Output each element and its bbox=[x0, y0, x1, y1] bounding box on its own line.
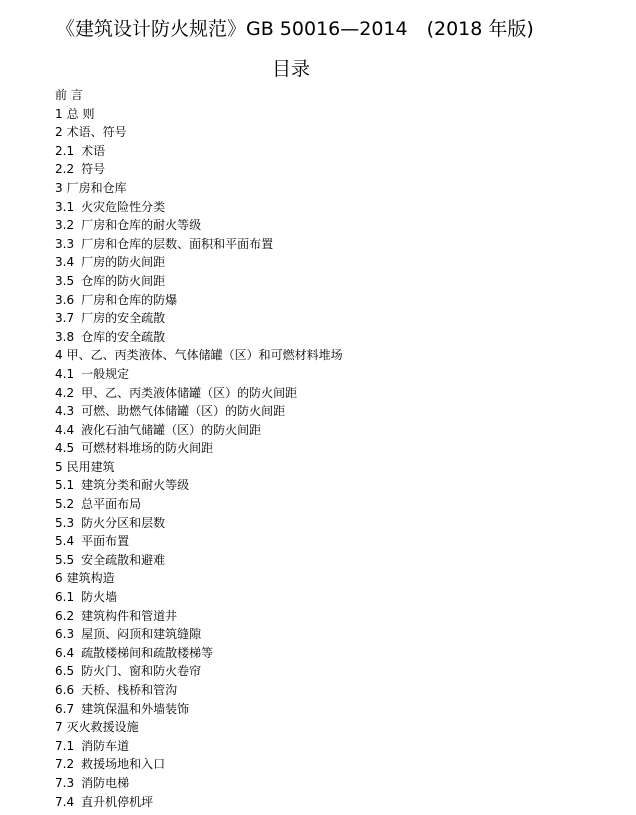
toc-entry[interactable] bbox=[55, 495, 343, 514]
toc-entry-label: 术语 bbox=[81, 143, 106, 158]
toc-entry[interactable] bbox=[55, 235, 343, 254]
toc-entry-label: 建筑构件和管道井 bbox=[81, 608, 178, 623]
toc-entry[interactable] bbox=[55, 253, 343, 272]
toc-entry-number: 7.3 bbox=[55, 775, 75, 790]
table-of-contents bbox=[55, 86, 343, 811]
toc-entry[interactable] bbox=[55, 644, 343, 663]
toc-entry[interactable] bbox=[55, 737, 343, 756]
toc-entry-number: 6.6 bbox=[55, 683, 75, 697]
toc-entry-label: 厂房的防火间距 bbox=[81, 255, 166, 270]
toc-entry-number: 3.6 bbox=[55, 292, 75, 307]
toc-entry-label: 消防电梯 bbox=[81, 775, 130, 790]
toc-entry-number: 6.2 bbox=[55, 608, 75, 623]
toc-entry-label: 防火门、窗和防火卷帘 bbox=[81, 664, 202, 679]
toc-entry-number: 5.2 bbox=[55, 497, 75, 512]
toc-entry[interactable] bbox=[55, 365, 343, 384]
toc-entry-number: 6 bbox=[55, 571, 63, 586]
toc-entry-label: 甲、乙、丙类液体储罐（区）的防火间距 bbox=[81, 385, 298, 400]
toc-entry-label: 救援场地和入口 bbox=[81, 757, 166, 772]
toc-entry-label: 天桥、栈桥和管沟 bbox=[81, 683, 178, 697]
toc-entry-label: 仓库的防火间距 bbox=[81, 273, 166, 288]
toc-entry-label: 甲、乙、丙类液体、气体储罐（区）和可燃材料堆场 bbox=[66, 348, 343, 363]
toc-entry-label: 术语、符号 bbox=[66, 125, 127, 140]
toc-entry-number: 2.2 bbox=[55, 162, 75, 177]
toc-entry-label: 平面布置 bbox=[81, 534, 130, 549]
toc-entry-number: 3.2 bbox=[55, 218, 75, 233]
toc-entry[interactable] bbox=[55, 421, 343, 440]
toc-entry-number: 4.1 bbox=[55, 366, 75, 381]
toc-entry-label: 灭火救援设施 bbox=[66, 720, 139, 735]
toc-entry-label: 厂房和仓库的防爆 bbox=[81, 292, 178, 307]
toc-entry-number: 6.1 bbox=[55, 590, 75, 605]
toc-heading: 目录 bbox=[271, 58, 310, 80]
toc-entry-number: 3.8 bbox=[55, 329, 75, 344]
toc-entry-label: 总 则 bbox=[66, 106, 95, 121]
toc-entry-label: 建筑构造 bbox=[66, 571, 115, 586]
toc-entry-label: 建筑分类和耐火等级 bbox=[81, 478, 190, 493]
toc-entry-number: 3.3 bbox=[55, 236, 75, 251]
toc-entry[interactable] bbox=[55, 458, 343, 477]
toc-entry-label: 消防车道 bbox=[81, 738, 130, 753]
toc-entry-number: 4.3 bbox=[55, 404, 75, 419]
toc-entry-number: 5.1 bbox=[55, 478, 75, 493]
toc-entry[interactable] bbox=[55, 755, 343, 774]
toc-entry-number: 2.1 bbox=[55, 143, 75, 158]
toc-entry[interactable] bbox=[55, 662, 343, 681]
toc-entry-label: 民用建筑 bbox=[66, 459, 115, 474]
toc-entry-number: 7 bbox=[55, 720, 63, 735]
toc-entry-label: 液化石油气储罐（区）的防火间距 bbox=[81, 422, 262, 437]
toc-entry[interactable] bbox=[55, 607, 343, 626]
toc-entry-number: 7.4 bbox=[55, 794, 75, 809]
toc-entry-number: 7.1 bbox=[55, 738, 75, 753]
toc-entry-label: 一般规定 bbox=[81, 366, 130, 381]
toc-entry-number: 5.3 bbox=[55, 515, 75, 530]
toc-entry-number: 4.2 bbox=[55, 385, 75, 400]
toc-entry-label: 厂房和仓库的耐火等级 bbox=[81, 218, 202, 233]
toc-entry[interactable] bbox=[55, 514, 343, 533]
toc-entry[interactable] bbox=[55, 328, 343, 347]
toc-entry[interactable] bbox=[55, 681, 343, 700]
toc-entry[interactable] bbox=[55, 439, 343, 458]
toc-entry[interactable] bbox=[55, 774, 343, 793]
toc-entry-number: 5 bbox=[55, 459, 63, 474]
toc-entry-number: 3.1 bbox=[55, 199, 75, 214]
toc-entry-number: 6.5 bbox=[55, 664, 75, 679]
toc-entry-label: 疏散楼梯间和疏散楼梯等 bbox=[81, 645, 214, 660]
toc-entry[interactable] bbox=[55, 588, 343, 607]
toc-entry[interactable] bbox=[55, 291, 343, 310]
toc-entry[interactable] bbox=[55, 160, 343, 179]
toc-entry[interactable] bbox=[55, 142, 343, 161]
toc-entry[interactable] bbox=[55, 476, 343, 495]
toc-entry-number: 4 bbox=[55, 348, 63, 363]
toc-entry[interactable] bbox=[55, 384, 343, 403]
toc-entry[interactable] bbox=[55, 402, 343, 421]
toc-entry[interactable] bbox=[55, 625, 343, 644]
toc-entry[interactable] bbox=[55, 569, 343, 588]
toc-entry-label: 仓库的安全疏散 bbox=[81, 329, 166, 344]
toc-entry[interactable] bbox=[55, 179, 343, 198]
toc-entry-number: 6.3 bbox=[55, 627, 75, 642]
toc-entry-label: 防火墙 bbox=[81, 590, 118, 605]
toc-entry-label: 厂房的安全疏散 bbox=[81, 311, 166, 326]
toc-entry-label: 建筑保温和外墙装饰 bbox=[81, 701, 190, 716]
toc-entry[interactable] bbox=[55, 551, 343, 570]
toc-entry-label: 安全疏散和避难 bbox=[81, 552, 166, 567]
toc-entry-label: 厂房和仓库的层数、面积和平面布置 bbox=[81, 236, 274, 251]
toc-entry-label: 火灾危险性分类 bbox=[81, 199, 166, 214]
toc-entry[interactable] bbox=[55, 272, 343, 291]
document-title: 《建筑设计防火规范》GB 50016—2014 (2018 年版) bbox=[56, 18, 534, 40]
toc-entry-label: 防火分区和层数 bbox=[81, 515, 166, 530]
toc-entry[interactable] bbox=[55, 309, 343, 328]
toc-entry-number: 3.5 bbox=[55, 273, 75, 288]
toc-entry-number: 6.7 bbox=[55, 701, 75, 716]
toc-entry-label: 直升机停机坪 bbox=[81, 794, 154, 809]
toc-entry-number: 3 bbox=[55, 180, 63, 195]
toc-entry-label: 厂房和仓库 bbox=[66, 180, 127, 195]
toc-entry-number: 4.5 bbox=[55, 441, 75, 456]
toc-entry[interactable] bbox=[55, 532, 343, 551]
toc-entry-number: 3.4 bbox=[55, 255, 75, 270]
toc-entry-label: 可燃、助燃气体储罐（区）的防火间距 bbox=[81, 404, 286, 419]
toc-entry[interactable] bbox=[55, 793, 343, 812]
toc-entry-number: 6.4 bbox=[55, 645, 75, 660]
toc-entry-number: 4.4 bbox=[55, 422, 75, 437]
toc-entry[interactable] bbox=[55, 198, 343, 217]
toc-entry-number: 3.7 bbox=[55, 311, 75, 326]
toc-entry-number: 1 bbox=[55, 106, 63, 121]
toc-entry[interactable] bbox=[55, 346, 343, 365]
toc-entry-label: 可燃材料堆场的防火间距 bbox=[81, 441, 214, 456]
toc-entry[interactable] bbox=[55, 123, 343, 142]
toc-entry[interactable] bbox=[55, 86, 343, 105]
toc-entry[interactable] bbox=[55, 718, 343, 737]
toc-entry[interactable] bbox=[55, 216, 343, 235]
toc-entry-label: 前 言 bbox=[55, 88, 83, 102]
toc-entry[interactable] bbox=[55, 700, 343, 719]
toc-entry-label: 符号 bbox=[81, 162, 106, 177]
toc-entry-number: 5.5 bbox=[55, 552, 75, 567]
toc-entry-label: 总平面布局 bbox=[81, 497, 142, 512]
toc-entry-number: 7.2 bbox=[55, 757, 75, 772]
toc-entry-label: 屋顶、闷顶和建筑缝隙 bbox=[81, 627, 202, 642]
toc-entry-number: 2 bbox=[55, 125, 63, 140]
toc-entry[interactable] bbox=[55, 105, 343, 124]
toc-entry-number: 5.4 bbox=[55, 534, 75, 549]
